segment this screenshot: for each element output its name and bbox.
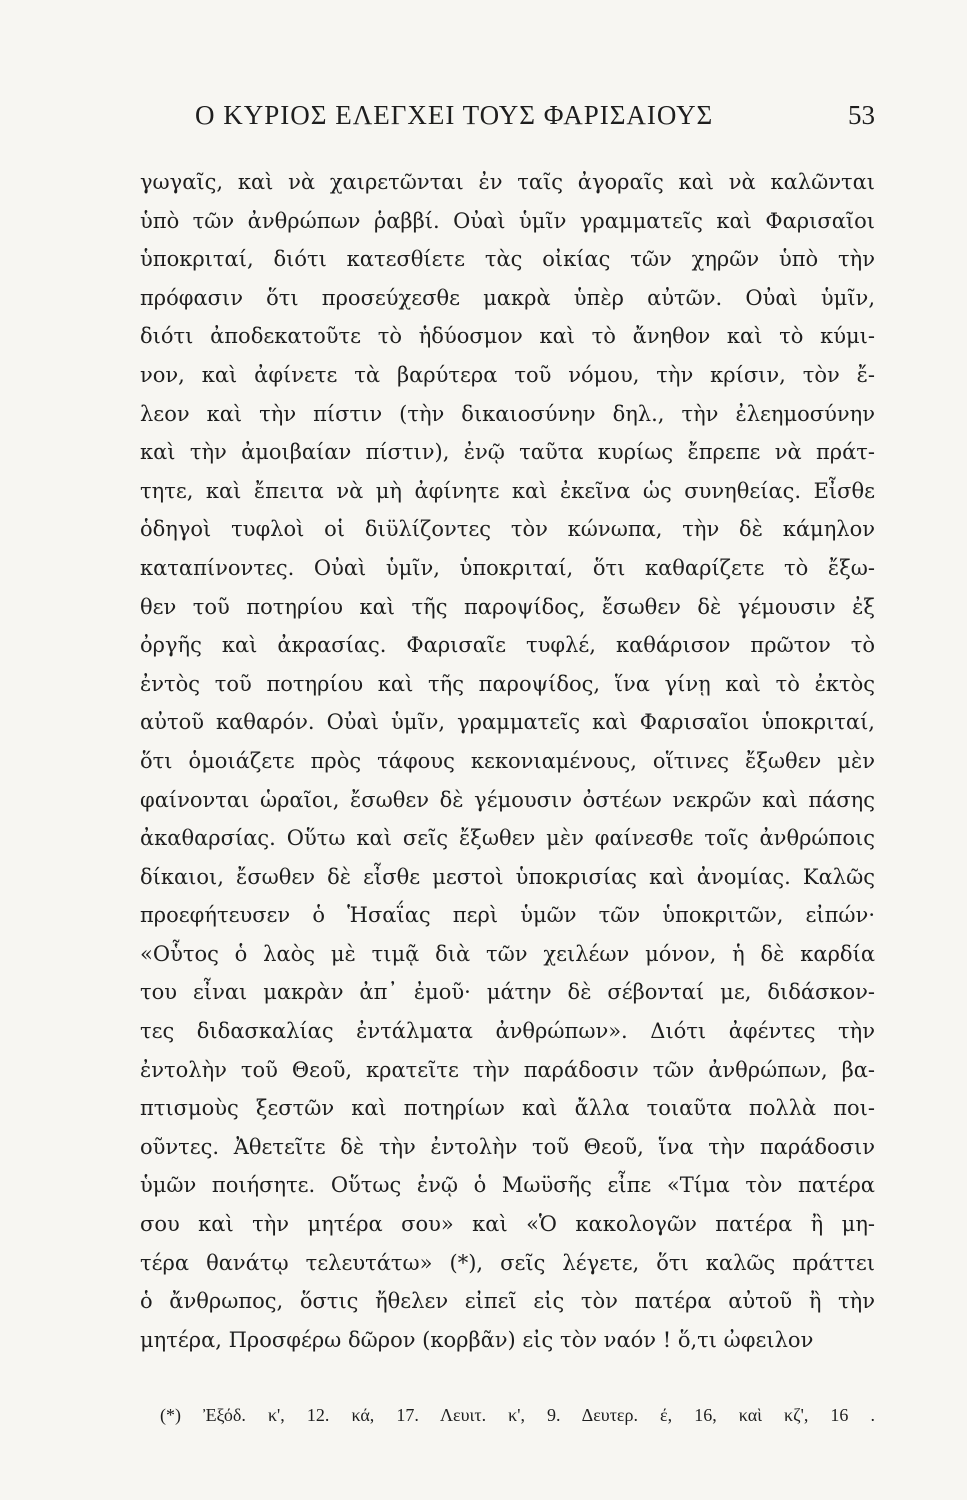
text-line: γωγαῖς, καὶ νὰ χαιρετῶνται ἐν ταῖς ἀγοραῖς καὶ νὰ καλῶνται — [140, 170, 875, 194]
text-line: μητέρα, Προσφέρω δῶρον (κορβᾶν) εἰς τὸν ναόν ! ὅ,τι ὠφειλον — [140, 1327, 814, 1352]
text-line: καὶ τὴν ἀμοιβαίαν πίστιν), ἐνῷ ταῦτα κυρίως ἔπρεπε νὰ πράτ- — [140, 440, 875, 465]
text-line: ὅτι ὁμοιάζετε πρὸς τάφους κεκονιαμένους, οἵτινες ἔξωθεν μὲν — [140, 748, 875, 773]
text-line: «Οὗτος ὁ λαὸς μὲ τιμᾷ διὰ τῶν χειλέων μόνον, ἡ δὲ καρδία — [140, 941, 875, 966]
text-line: δίκαιοι, ἔσωθεν δὲ εἶσθε μεστοὶ ὑποκρισίας καὶ ἀνομίας. Καλῶς — [140, 864, 875, 889]
text-line: λεον καὶ τὴν πίστιν (τὴν δικαιοσύνην δηλ., τὴν ἐλεημοσύνην — [140, 401, 875, 426]
text-line: καταπίνοντες. Οὐαὶ ὑμῖν, ὑποκριταί, ὅτι καθαρίζετε τὸ ἔξω- — [140, 555, 875, 580]
text-line: πρόφασιν ὅτι προσεύχεσθε μακρὰ ὑπὲρ αὐτῶν. Οὐαὶ ὑμῖν, — [140, 285, 875, 310]
text-line: ὑπὸ τῶν ἀνθρώπων ῥαββί. Οὐαὶ ὑμῖν γραμματεῖς καὶ Φαρισαῖοι — [140, 208, 875, 233]
text-line: του εἶναι μακρὰν ἀπ᾽ ἐμοῦ· μάτην δὲ σέβονταί με, διδάσκον- — [140, 980, 875, 1005]
text-line: ἐντολὴν τοῦ Θεοῦ, κρατεῖτε τὴν παράδοσιν τῶν ἀνθρώπων, βα- — [140, 1057, 875, 1082]
text-line: ὀργῆς καὶ ἀκρασίας. Φαρισαῖε τυφλέ, καθάρισον πρῶτον τὸ — [140, 633, 875, 658]
text-line: σου καὶ τὴν μητέρα σου» καὶ «Ὁ κακολογῶν πατέρα ἢ μη- — [140, 1212, 875, 1237]
text-line: αὐτοῦ καθαρόν. Οὐαὶ ὑμῖν, γραμματεῖς καὶ Φαρισαῖοι ὑποκριταί, — [140, 710, 875, 735]
text-line: νον, καὶ ἀφίνετε τὰ βαρύτερα τοῦ νόμου, τὴν κρίσιν, τὸν ἔ- — [140, 362, 875, 387]
body-text — [140, 163, 875, 1359]
page-number: 53 — [848, 100, 875, 130]
text-line: ὁδηγοὶ τυφλοὶ οἱ διϋλίζοντες τὸν κώνωπα, τὴν δὲ κάμηλον — [140, 517, 875, 542]
text-line: τες διδασκαλίας ἐντάλματα ἀνθρώπων». Διότι ἀφέντες τὴν — [140, 1019, 875, 1044]
text-line: ἐντὸς τοῦ ποτηρίου καὶ τῆς παροψίδος, ἵνα γίνῃ καὶ τὸ ἐκτὸς — [140, 671, 875, 696]
text-line: θεν τοῦ ποτηρίου καὶ τῆς παροψίδος, ἔσωθεν δὲ γέμουσιν ἐξ — [140, 594, 875, 619]
text-line: διότι ἀποδεκατοῦτε τὸ ἡδύοσμον καὶ τὸ ἄνηθον καὶ τὸ κύμι- — [140, 324, 875, 349]
running-title: Ο ΚΥΡΙΟΣ ΕΛΕΓΧΕΙ ΤΟΥΣ ΦΑΡΙΣΑΙΟΥΣ — [195, 100, 714, 130]
footnote: (*) Ἐξόδ. κ', 12. κά, 17. Λευιτ. κ', 9. Δευτερ. έ, 16, καὶ κζ', 16 . — [160, 1405, 875, 1425]
text-line: πτισμοὺς ξεστῶν καὶ ποτηρίων καὶ ἄλλα τοιαῦτα πολλὰ ποι- — [140, 1096, 875, 1121]
text-line: ὑμῶν ποιήσητε. Οὕτως ἐνῷ ὁ Μωϋσῆς εἶπε «Τίμα τὸν πατέρα — [140, 1173, 875, 1198]
text-line: οῦντες. Ἀθετεῖτε δὲ τὴν ἐντολὴν τοῦ Θεοῦ, ἵνα τὴν παράδοσιν — [140, 1134, 875, 1159]
text-line: τητε, καὶ ἔπειτα νὰ μὴ ἀφίνητε καὶ ἐκεῖνα ὡς συνηθείας. Εἶσθε — [140, 478, 875, 503]
text-line: προεφήτευσεν ὁ Ἡσαΐας περὶ ὑμῶν τῶν ὑποκριτῶν, εἰπών· — [140, 903, 875, 928]
text-line: φαίνονται ὡραῖοι, ἔσωθεν δὲ γέμουσιν ὀστέων νεκρῶν καὶ πάσης — [140, 787, 875, 812]
page-header — [140, 100, 875, 140]
text-line: ἀκαθαρσίας. Οὕτω καὶ σεῖς ἔξωθεν μὲν φαίνεσθε τοῖς ἀνθρώποις — [140, 826, 875, 851]
text-line: τέρα θανάτῳ τελευτάτω» (*), σεῖς λέγετε, ὅτι καλῶς πράττει — [140, 1250, 875, 1275]
text-line: ὑποκριταί, διότι κατεσθίετε τὰς οἰκίας τῶν χηρῶν ὑπὸ τὴν — [140, 247, 875, 272]
text-line: ὁ ἄνθρωπος, ὅστις ἤθελεν εἰπεῖ εἰς τὸν πατέρα αὐτοῦ ἢ τὴν — [140, 1289, 875, 1314]
